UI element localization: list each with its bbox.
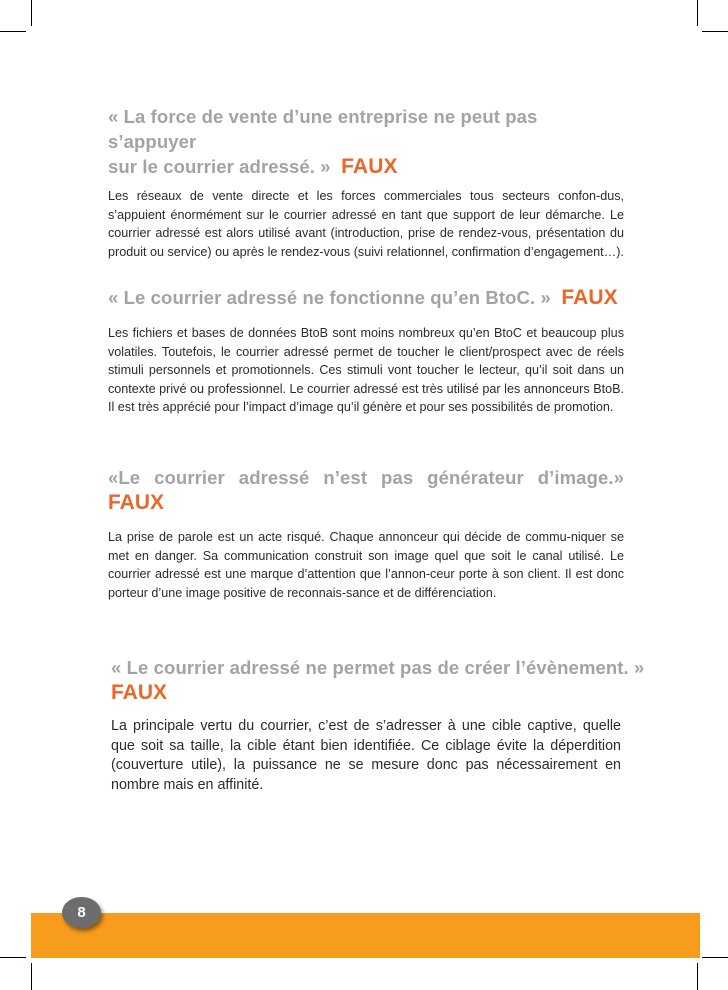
- myth-section-2: [108, 285, 624, 417]
- verdict-label: FAUX: [111, 681, 168, 704]
- crop-mark-bottom-right-horizontal: [702, 957, 728, 958]
- myth-section-4: [111, 655, 645, 795]
- myth-section-3: [108, 465, 624, 602]
- myth-body: La prise de parole est un acte risqué. Chaque annonceur qui décide de commu-niquer se met en danger. Sa communication construit son image quel que soit le canal utilisé. Le courrier adressé est une marque d’attention que l’annon-ceur porte à son client. Il est donc porteur d’une image positive de reconnais-sance et de différenciation.: [108, 530, 624, 600]
- verdict-label: FAUX: [108, 491, 165, 514]
- crop-mark-top-right-horizontal: [702, 31, 728, 32]
- crop-mark-bottom-left-horizontal: [0, 957, 26, 958]
- myth-body: Les réseaux de vente directe et les forces commerciales tous secteurs confon-dus, s’appuient énormément sur le courrier adressé en tant que support de leur démarche. Le courrier adressé est alors utilisé avant (introduction, prise de rendez-vous, présentation du produit ou service) ou après le rendez-vous (suivi relationnel, confirmation d’engagement…).: [108, 189, 624, 259]
- myth-heading: « La force de vente d’une entreprise ne peut pas s’appuyer sur le courrier adressé. » FAUX: [108, 106, 538, 178]
- crop-mark-bottom-right-vertical: [697, 963, 698, 990]
- myth-body: Les fichiers et bases de données BtoB sont moins nombreux qu’en BtoC et beaucoup plus volatiles. Toutefois, le courrier adressé permet de toucher le client/prospect avec de réels stimuli personnels et promotionnels. Ces stimuli vont toucher le lecteur, qu’il soit dans un contexte privé ou professionnel. Le courrier adressé est très utilisé par les annonceurs BtoB. Il est très apprécié pour l’impact d’image qu’il génère et pour ses possibilités de promotion.: [108, 326, 624, 415]
- myth-heading: « Le courrier adressé ne permet pas de créer l’évènement. »: [111, 657, 645, 678]
- crop-mark-top-left-horizontal: [0, 31, 26, 32]
- crop-mark-top-right-vertical: [697, 0, 698, 26]
- myth-body: La principale vertu du courrier, c’est de s’adresser à une cible captive, quelle que soit sa taille, la cible étant bien identifiée. Ce ciblage évite la déperdition (couverture utile), la puissance ne se mesure donc pas nécessairement en nombre mais en affinité.: [111, 718, 621, 793]
- page-number-badge: 8: [62, 897, 101, 928]
- myth-section-1: [108, 104, 624, 261]
- verdict-label: FAUX: [341, 155, 398, 178]
- crop-mark-top-left-vertical: [31, 0, 32, 26]
- verdict-label: FAUX: [561, 286, 618, 309]
- myth-heading: «Le courrier adressé n’est pas générateur d’image.»: [108, 467, 624, 488]
- crop-mark-bottom-left-vertical: [31, 963, 32, 990]
- myth-heading: « Le courrier adressé ne fonctionne qu’en BtoC. » FAUX: [108, 286, 618, 309]
- footer-bar: [31, 913, 700, 958]
